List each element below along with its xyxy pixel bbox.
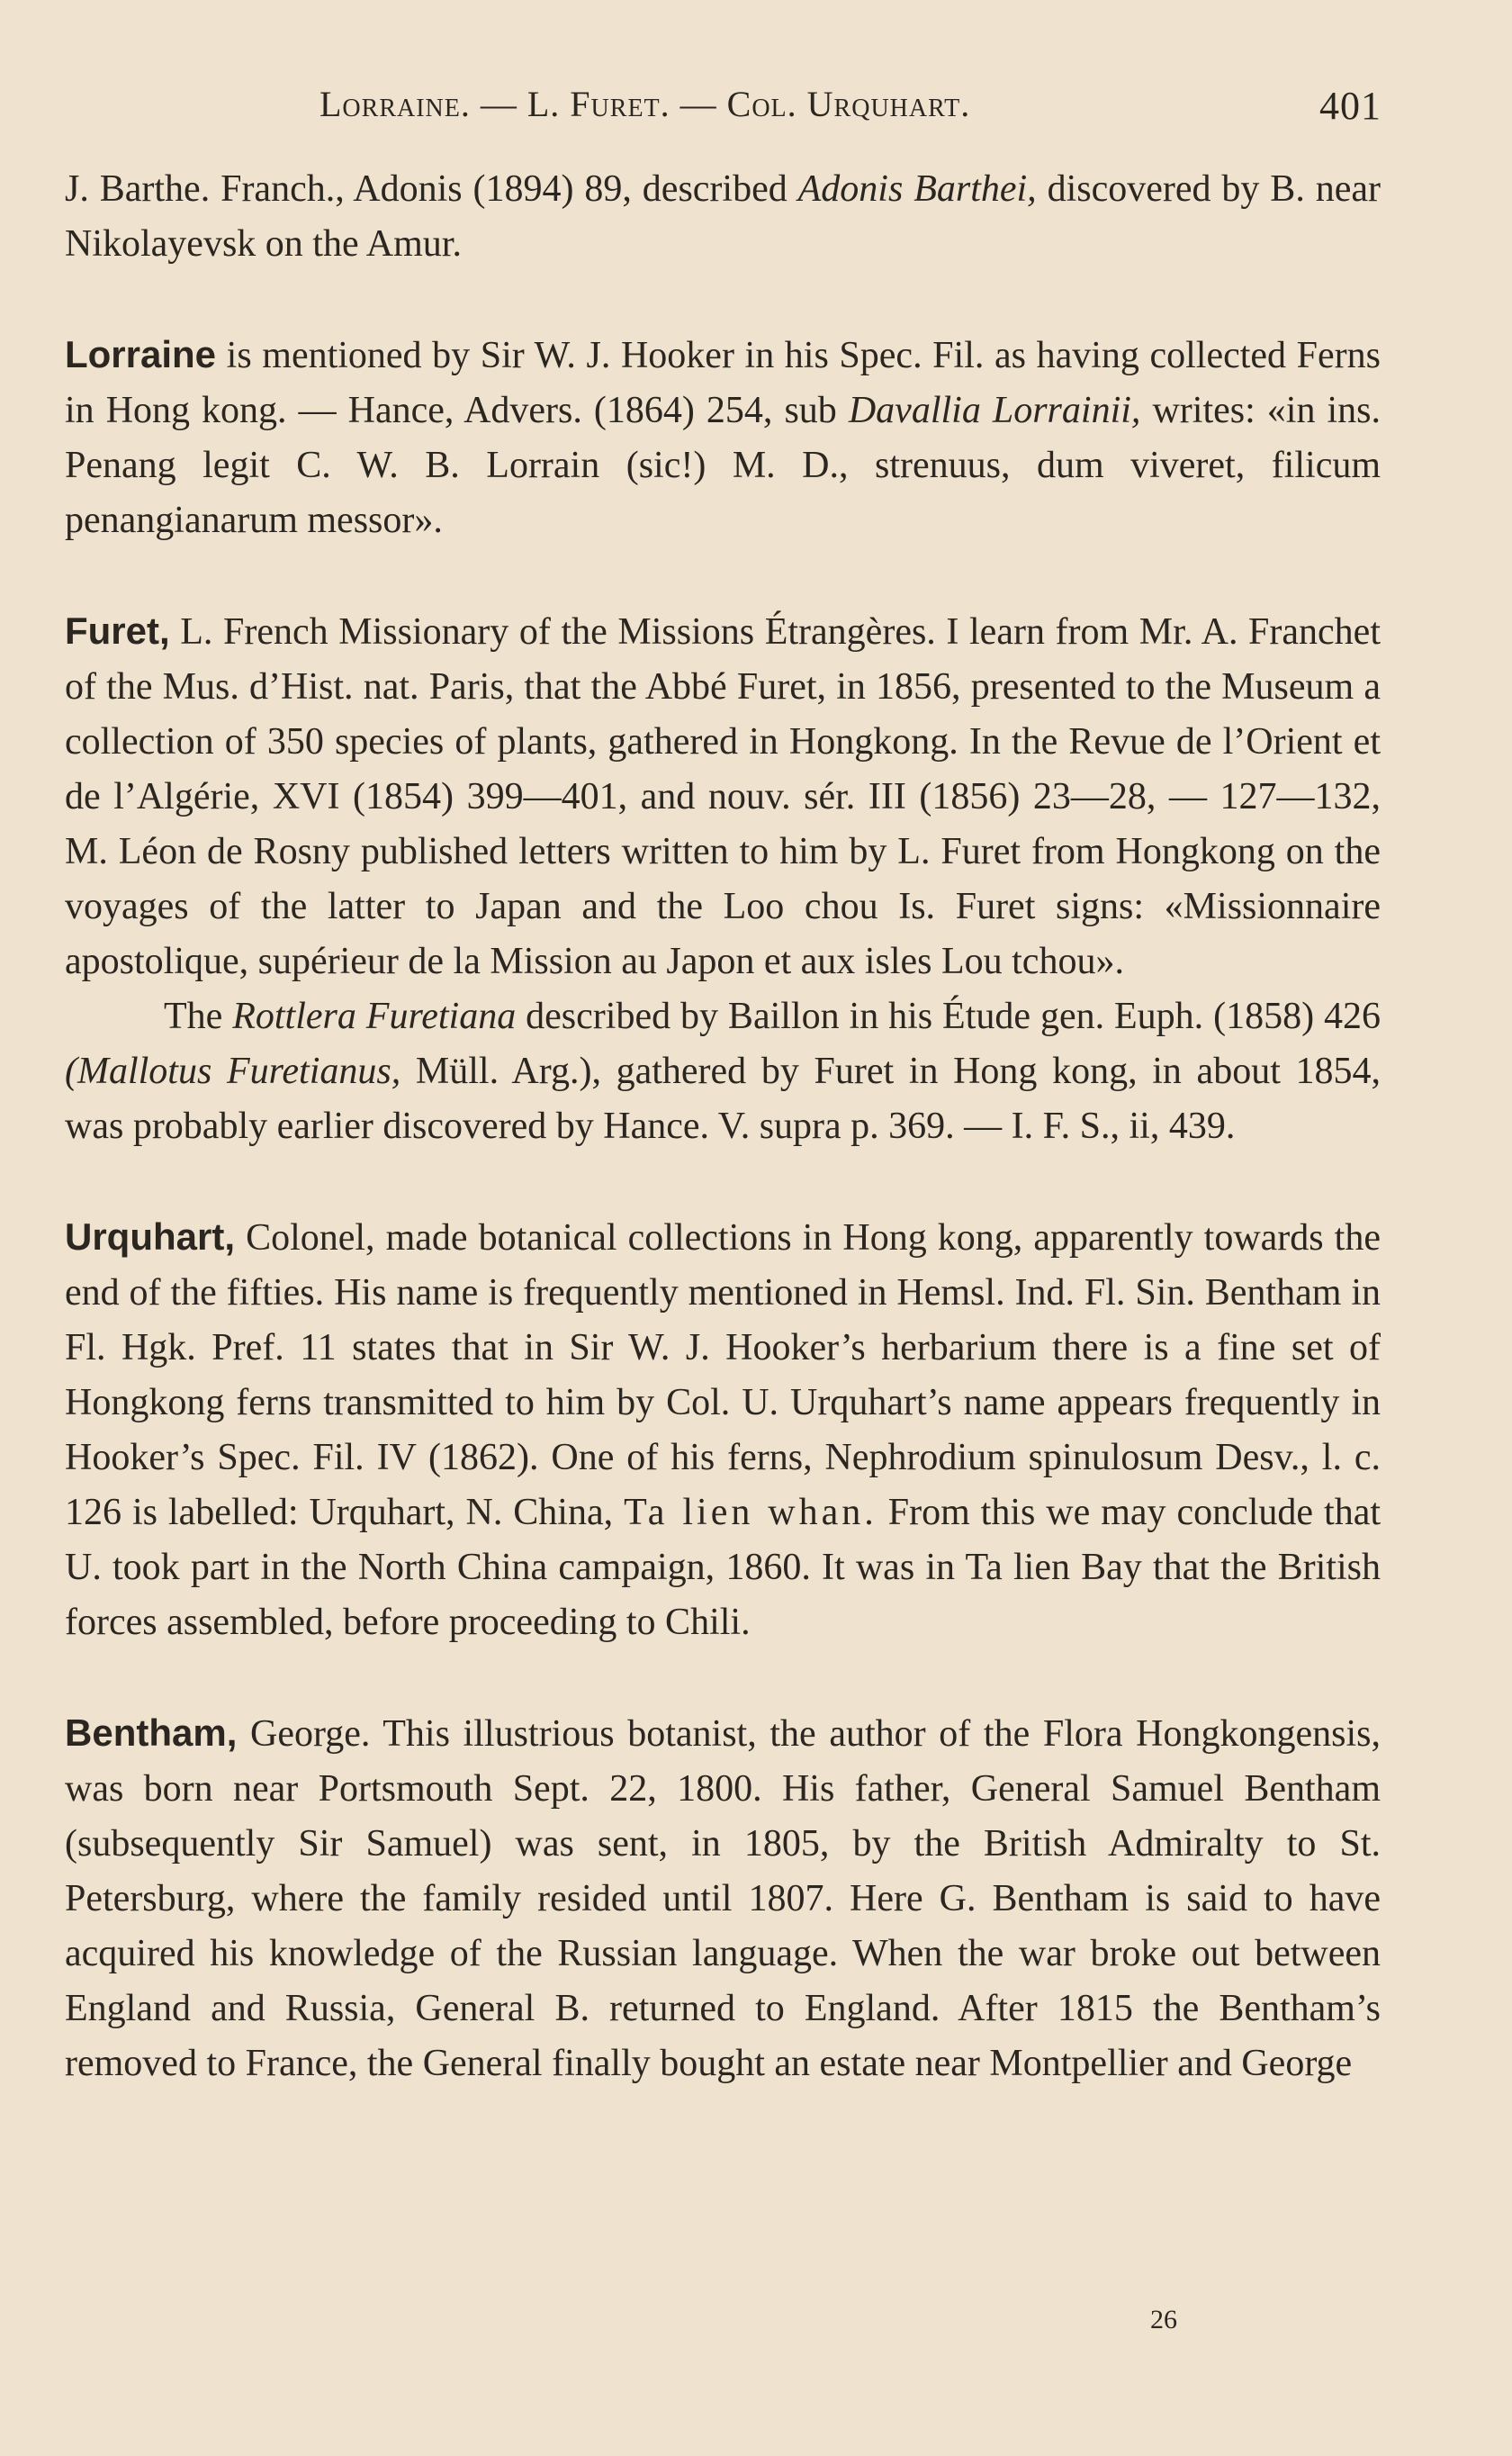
entry-urquhart xyxy=(65,1209,1381,1650)
urquhart-label: Ta lien whan. xyxy=(624,1492,878,1533)
running-header xyxy=(320,83,1382,128)
entry-bentham xyxy=(65,1705,1381,2091)
running-title: Lorraine. — L. Furet. — Col. Urquhart. xyxy=(320,84,971,124)
lorraine-taxon: Davallia Lorrainii, xyxy=(848,390,1141,431)
entry-furet xyxy=(65,603,1381,989)
page-number: 401 xyxy=(1319,84,1382,128)
text-body xyxy=(65,162,1381,2091)
furet-text-2a: The xyxy=(164,996,233,1037)
lorraine-text: is mentioned by Sir W. J. Hooker in his Spec. Fil. as having collected Ferns in Hong kong. — Hance, Advers. (1864) 254, sub xyxy=(65,335,1381,431)
furet-text-2b: described by Baillon in his Étude gen. Euph. (1858) 426 xyxy=(516,996,1381,1037)
entry-heading: Lorraine xyxy=(65,333,217,375)
bentham-text: George. This illustrious botanist, the author of the Flora Hongkongensis, was born near Portsmouth Sept. 22, 1800. His father, General Samuel Bentham (subsequently Sir Samuel) was sent, in 1805, by the British Admiralty to St. Petersburg, where the family resided until 1807. Here G. Bentham is said to have acquired his knowledge of the Russian language. When the war broke out between England and Russia, General B. returned to England. After 1815 the Bentham’s removed to France, the General finally bought an estate near Montpellier and George xyxy=(65,1713,1381,2084)
barthe-taxon: Adonis Barthei, xyxy=(797,168,1037,210)
urquhart-text: Colonel, made botanical collections in Hong kong, apparently towards the end of the fifties. His name is frequently mentioned in Hemsl. Ind. Fl. Sin. Bentham in Fl. Hgk. Pref. 11 states that in Sir W. J. Hooker’s herbarium there is a fine set of Hongkong ferns transmitted to him by Col. U. Urquhart’s name appears frequently in Hooker’s Spec. Fil. IV (1862). One of his ferns, Nephrodium spinulosum Desv., l. c. 126 is labelled: Urquhart, N. China, xyxy=(65,1217,1381,1533)
barthe-text-rest: discovered by B. near Nikolayevsk on the Amur. xyxy=(65,168,1381,265)
lorraine-text-rest: writes: «in ins. Penang legit C. W. B. Lorrain (sic!) M. D., strenuus, dum viveret, filicum penangianarum messor». xyxy=(65,390,1382,541)
barthe-text: J. Barthe. Franch., Adonis (1894) 89, described xyxy=(65,168,798,210)
urquhart-text-rest: From this we may conclude that U. took part in the North China campaign, 1860. It was in Ta lien Bay that the British forces assembled, before proceeding to Chili. xyxy=(65,1492,1381,1643)
furet-taxon-2: (Mallotus Furetianus, xyxy=(65,1051,401,1092)
entry-heading: Furet, xyxy=(65,609,170,652)
entry-heading: Bentham, xyxy=(65,1711,238,1754)
signature-mark: 26 xyxy=(1150,2305,1177,2334)
furet-taxon: Rottlera Furetiana xyxy=(232,996,517,1037)
furet-text: L. French Missionary of the Missions Étrangères. I learn from Mr. A. Franchet of the Mus. d’Hist. nat. Paris, that the Abbé Furet, in 1856, presented to the Museum a collection of 350 species of plants, gathered in Hongkong. In the Revue de l’Orient et de l’Algérie, XVI (1854) 399—401, and nouv. sér. III (1856) 23—28, — 127—132, M. Léon de Rosny published letters written to him by L. Furet from Hongkong on the voyages of the latter to Japan and the Loo chou Is. Furet signs: «Missionnaire apostolique, supérieur de la Mission au Japon et aux isles Lou tchou». xyxy=(65,611,1381,982)
entry-lorraine xyxy=(65,327,1381,548)
entry-furet-continued xyxy=(65,989,1381,1154)
furet-text-2c: Müll. Arg.), gathered by Furet in Hong kong, in about 1854, was probably earlier discovered by Hance. V. supra p. 369. — I. F. S., ii, 439. xyxy=(65,1051,1382,1147)
entry-heading: Urquhart, xyxy=(65,1215,235,1258)
entry-barthe xyxy=(65,162,1381,272)
